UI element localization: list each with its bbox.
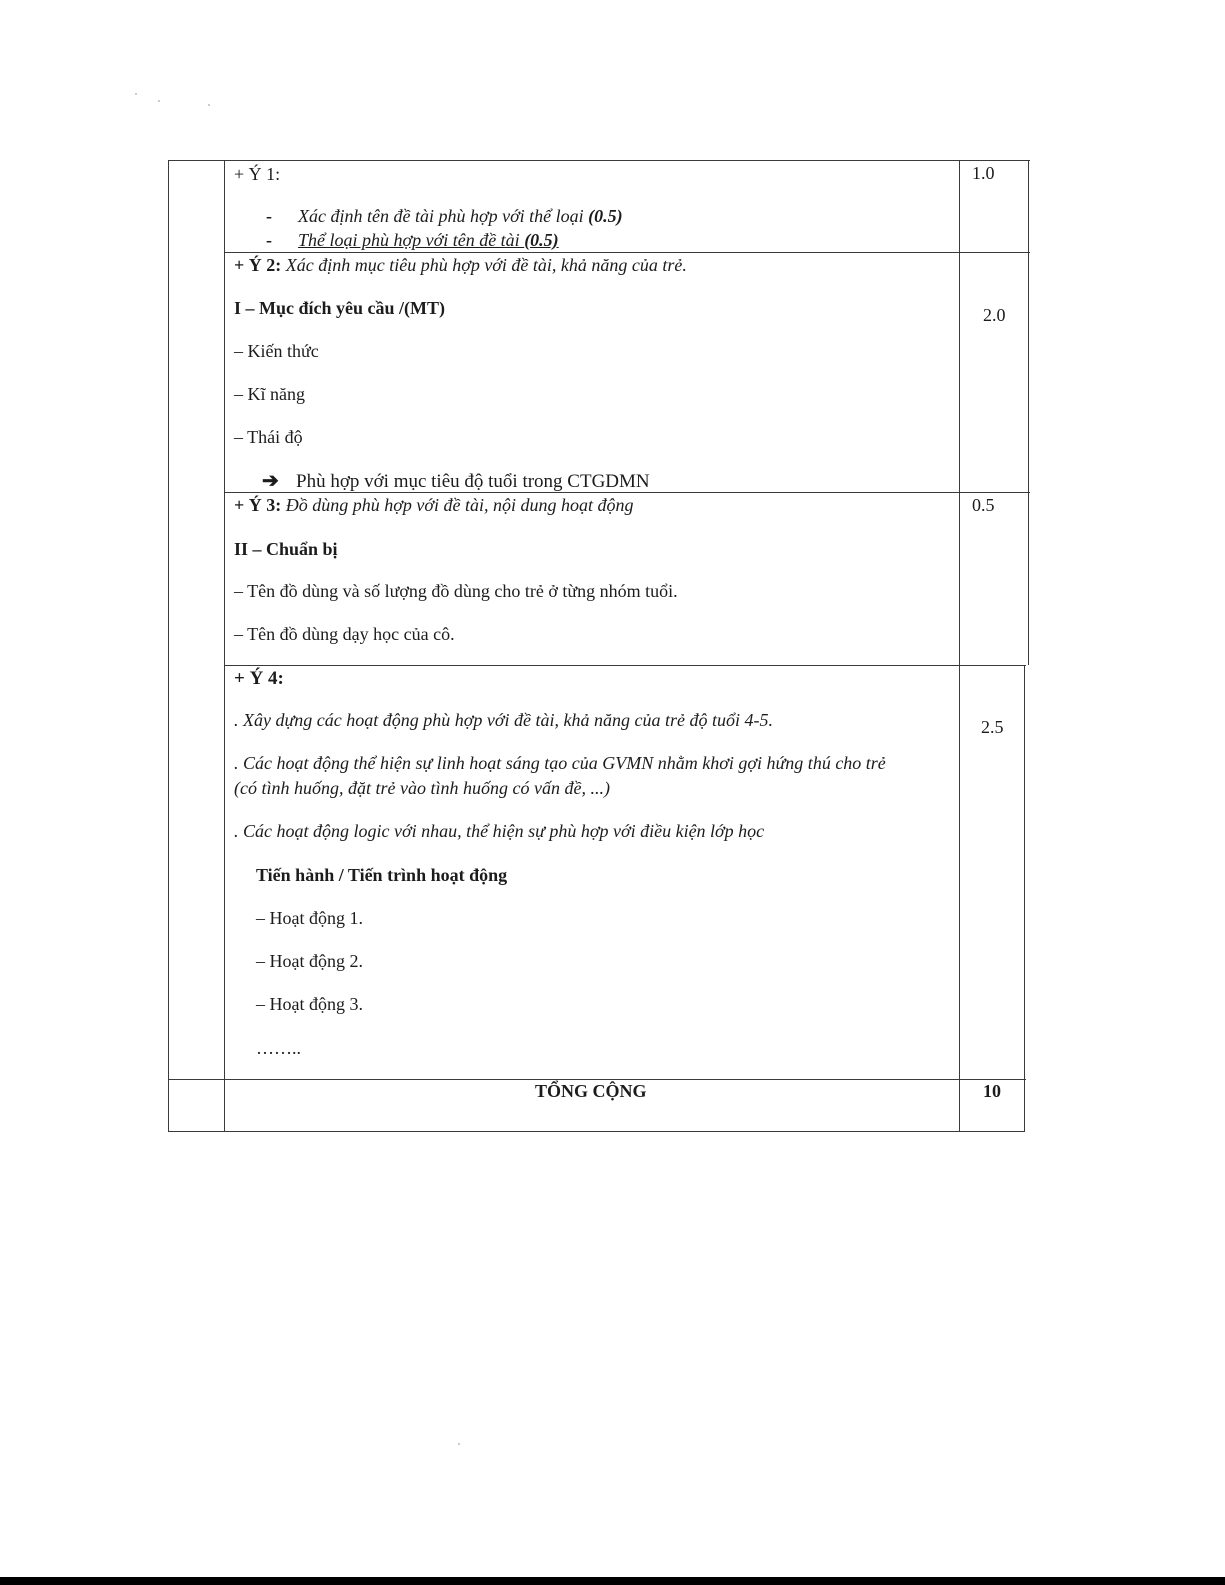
criterion-score: 2.0 [983, 305, 1006, 325]
criterion-item: . Các hoạt động thể hiện sự linh hoạt sáng tạo của GVMN nhằm khơi gợi hứng thú cho trẻ [234, 753, 886, 773]
table-right-border [1024, 665, 1025, 1132]
table-right-border [1028, 160, 1029, 665]
criterion-score: 0.5 [972, 495, 995, 515]
criterion-description: Xác định mục tiêu phù hợp với đề tài, khả năng của trẻ. [281, 255, 687, 275]
list-item: – Kĩ năng [234, 384, 305, 404]
list-item: – Tên đồ dùng và số lượng đồ dùng cho trẻ ở từng nhóm tuổi. [234, 581, 678, 601]
total-label: TỔNG CỘNG [535, 1081, 647, 1101]
scan-speck [135, 93, 137, 95]
list-item: – Hoạt động 2. [256, 951, 363, 971]
list-item: – Kiến thức [234, 341, 319, 361]
criterion-score: 2.5 [981, 717, 1004, 737]
table-bottom-border [168, 1131, 1025, 1132]
bullet-score: (0.5) [524, 230, 559, 250]
criterion-marker: + Ý 1: [234, 164, 281, 184]
criterion-heading [234, 254, 687, 276]
criterion-description: Đồ dùng phù hợp với đề tài, nội dung hoạt động [281, 495, 634, 515]
section-title: I – Mục đích yêu cầu /(MT) [234, 298, 445, 318]
criterion-heading [234, 668, 284, 690]
criterion-item: (có tình huống, đặt trẻ vào tình huống có vấn đề, ...) [234, 778, 610, 798]
list-item: – Hoạt động 3. [256, 994, 363, 1014]
criterion-heading [234, 163, 280, 185]
criterion-bullet [266, 205, 623, 227]
list-item: – Tên đồ dùng dạy học của cô. [234, 624, 455, 644]
list-item: – Thái độ [234, 427, 303, 447]
table-left-border [168, 160, 169, 1132]
bullet-dash: - [266, 230, 272, 250]
conclusion-line [262, 470, 650, 493]
table-top-border [168, 160, 1030, 161]
column-divider [224, 160, 225, 1132]
arrow-right-icon: ➔ [262, 470, 279, 492]
row-divider [224, 252, 1030, 253]
list-item: – Hoạt động 1. [256, 908, 363, 928]
conclusion-text: Phù hợp với mục tiêu độ tuổi trong CTGDMN [296, 471, 650, 492]
bullet-text: Xác định tên đề tài phù hợp với thể loại [298, 206, 589, 226]
criterion-item: . Xây dựng các hoạt động phù hợp với đề tài, khả năng của trẻ độ tuổi 4-5. [234, 710, 773, 730]
criterion-item: . Các hoạt động logic với nhau, thể hiện sự phù hợp với điều kiện lớp học [234, 821, 765, 841]
bullet-dash: - [266, 206, 272, 226]
section-title: II – Chuẩn bị [234, 539, 338, 559]
scan-speck [158, 100, 160, 102]
criterion-marker: + Ý 3: [234, 495, 282, 515]
scan-speck [208, 104, 210, 106]
criterion-score: 1.0 [972, 163, 995, 183]
total-score: 10 [983, 1081, 1001, 1101]
criterion-marker: + Ý 2: [234, 255, 282, 275]
row-divider [224, 665, 1026, 666]
criterion-heading [234, 494, 633, 516]
criterion-bullet [266, 229, 559, 251]
bullet-score: (0.5) [588, 206, 623, 226]
section-title: Tiến hành / Tiến trình hoạt động [256, 865, 508, 885]
bullet-text: Thể loại phù hợp với tên đề tài [298, 230, 525, 250]
column-divider [959, 160, 960, 1132]
scan-speck [458, 1443, 460, 1445]
criterion-marker: + Ý 4: [234, 668, 284, 689]
scan-edge [0, 1577, 1225, 1585]
list-item: …….. [256, 1038, 301, 1058]
